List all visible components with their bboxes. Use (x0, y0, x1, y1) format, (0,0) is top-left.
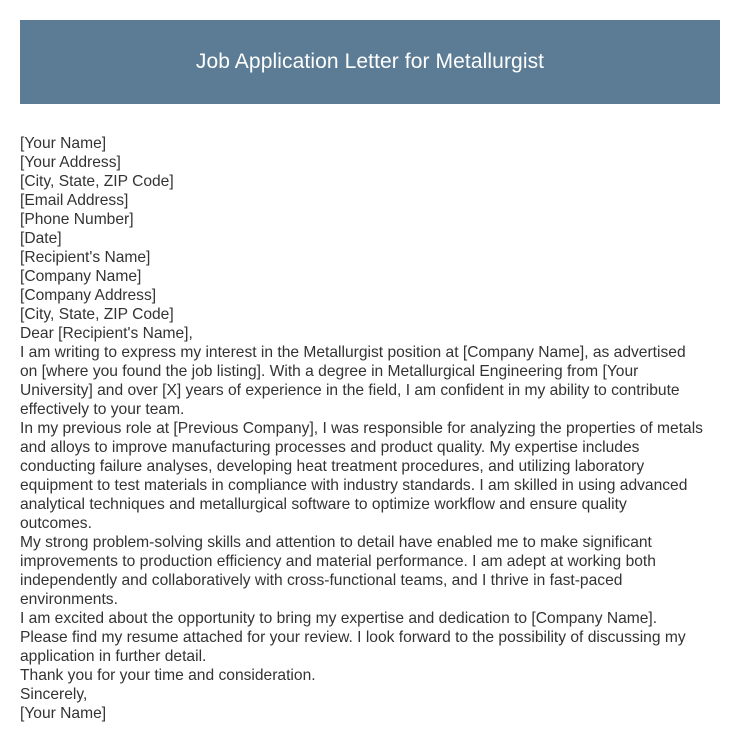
recipient-city-state-zip: [City, State, ZIP Code] (20, 306, 174, 323)
paragraph-line: improvements to production efficiency and material performance. I am adept at working both (20, 553, 656, 570)
sender-name: [Your Name] (20, 135, 107, 152)
paragraph-line: In my previous role at [Previous Company], I was responsible for analyzing the properties of metals (20, 420, 703, 437)
paragraph-line: and alloys to improve manufacturing processes and product quality. My expertise includes (20, 439, 640, 456)
paragraph-line: environments. (20, 591, 118, 608)
paragraph-line: on [where you found the job listing]. With a degree in Metallurgical Engineering from [Your (20, 363, 639, 380)
recipient-block (20, 248, 725, 324)
recipient-name: [Recipient's Name] (20, 249, 151, 266)
paragraph-line: I am excited about the opportunity to bring my expertise and dedication to [Company Name]. (20, 610, 658, 627)
paragraph-line: equipment to test materials in compliance with industry standards. I am skilled in using advanced (20, 477, 688, 494)
page-header (20, 20, 720, 104)
closing: Sincerely, (20, 686, 88, 703)
sender-city-state-zip: [City, State, ZIP Code] (20, 173, 174, 190)
paragraph-line: effectively to your team. (20, 401, 185, 418)
paragraph-experience (20, 419, 725, 533)
paragraph-line: outcomes. (20, 515, 92, 532)
paragraph-line: application in further detail. (20, 648, 207, 665)
paragraph-line: I am writing to express my interest in the Metallurgist position at [Company Name], as advertised (20, 344, 686, 361)
recipient-company: [Company Name] (20, 268, 142, 285)
paragraph-line: conducting failure analyses, developing heat treatment procedures, and utilizing laboratory (20, 458, 645, 475)
letter-date: [Date] (20, 230, 62, 247)
sender-block (20, 134, 725, 248)
recipient-company-address: [Company Address] (20, 287, 157, 304)
paragraph-line: Thank you for your time and consideration. (20, 667, 316, 684)
paragraph-thanks (20, 666, 725, 685)
paragraph-introduction (20, 343, 725, 419)
paragraph-line: independently and collaboratively with cross-functional teams, and I thrive in fast-paced (20, 572, 623, 589)
letter-body (20, 134, 725, 723)
paragraph-line: analytical techniques and metallurgical software to optimize workflow and ensure quality (20, 496, 627, 513)
sender-email: [Email Address] (20, 192, 129, 209)
paragraph-line: My strong problem-solving skills and attention to detail have enabled me to make significant (20, 534, 652, 551)
salutation: Dear [Recipient's Name], (20, 325, 193, 342)
page-title: Job Application Letter for Metallurgist (195, 50, 545, 73)
sender-address: [Your Address] (20, 154, 121, 171)
paragraph-line: Please find my resume attached for your review. I look forward to the possibility of discussing my (20, 629, 686, 646)
signature: [Your Name] (20, 705, 107, 722)
paragraph-line: University] and over [X] years of experience in the field, I am confident in my ability to contribute (20, 382, 680, 399)
paragraph-closing-remarks (20, 609, 725, 666)
paragraph-skills (20, 533, 725, 609)
sender-phone: [Phone Number] (20, 211, 134, 228)
